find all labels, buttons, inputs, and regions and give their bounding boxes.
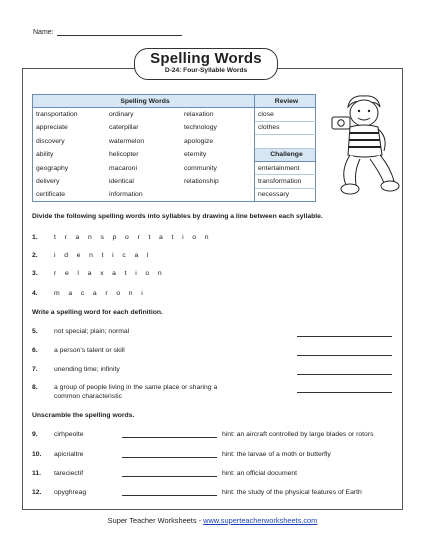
word-cell: caterpillar xyxy=(109,124,139,132)
review-word: clothes xyxy=(255,121,316,134)
word-cell: ordinary xyxy=(109,111,134,119)
scrambled-word: opyghreag xyxy=(54,489,87,496)
footer-text: Super Teacher Worksheets - xyxy=(107,516,204,525)
scrambled-word: tareciectif xyxy=(54,470,84,477)
scrambled-word: apicrialtre xyxy=(54,451,84,458)
name-field xyxy=(33,28,182,36)
word-cell: watermelon xyxy=(109,137,145,145)
item-number: 2. xyxy=(32,252,38,259)
item-number: 7. xyxy=(32,366,38,373)
item-number: 6. xyxy=(32,347,38,354)
word-cell: delivery xyxy=(33,175,107,188)
word-cell: appreciate xyxy=(33,121,107,134)
item-number: 8. xyxy=(32,384,38,391)
definition-text: a person's talent or skill xyxy=(54,347,125,354)
review-word: close xyxy=(255,108,316,121)
answer-line[interactable] xyxy=(122,470,217,477)
word-cell: information xyxy=(106,188,181,201)
word-cell: macaroni xyxy=(109,164,137,172)
word-cell: ability xyxy=(33,148,107,161)
hint-text: hint: an official document xyxy=(222,470,298,477)
answer-line[interactable] xyxy=(297,392,392,393)
answer-line[interactable] xyxy=(297,374,392,375)
challenge-word: necessary xyxy=(255,188,316,201)
challenge-word: entertainment xyxy=(255,161,316,174)
definition-text: unending time; infinity xyxy=(54,366,120,373)
scrambled-word: cirhpeolte xyxy=(54,431,84,438)
hint-text: hint: the larvae of a moth or butterfly xyxy=(222,451,331,458)
title-box xyxy=(134,48,278,80)
item-number: 12. xyxy=(32,489,42,496)
definition-text: not special; plain; normal xyxy=(54,328,130,335)
answer-line[interactable] xyxy=(297,336,392,337)
section2-instruction: Write a spelling word for each definition. xyxy=(32,309,163,316)
item-number: 9. xyxy=(32,431,38,438)
word-cell: geography xyxy=(33,161,107,174)
syllable-word[interactable]: i d e n t i c a l xyxy=(54,252,152,259)
name-blank[interactable] xyxy=(57,28,182,36)
hint-text: hint: the study of the physical features of Earth xyxy=(222,489,362,496)
definition-text: common characteristic xyxy=(54,393,122,400)
answer-line[interactable] xyxy=(122,431,217,438)
syllable-word[interactable]: r e l a x a t i o n xyxy=(54,270,166,277)
word-cell: helicopter xyxy=(109,151,139,159)
word-cell: eternity xyxy=(181,148,255,161)
answer-line[interactable] xyxy=(122,451,217,458)
hint-text: hint: an aircraft controlled by large blades or rotors xyxy=(222,431,374,438)
word-cell: discovery xyxy=(33,135,107,148)
syllable-word[interactable]: m a c a r o n i xyxy=(54,290,147,297)
item-number: 10. xyxy=(32,451,42,458)
answer-line[interactable] xyxy=(297,355,392,356)
name-label: Name: xyxy=(33,29,54,36)
footer-link[interactable]: www.superteacherworksheets.com xyxy=(203,516,318,525)
word-cell xyxy=(181,188,255,201)
syllable-word[interactable]: t r a n s p o r t a t i o n xyxy=(54,234,212,241)
section1-instruction: Divide the following spelling words into syllables by drawing a line between each syllable. xyxy=(32,213,323,220)
word-cell: community xyxy=(181,161,255,174)
word-cell: technology xyxy=(181,121,255,134)
item-number: 1. xyxy=(32,234,38,241)
spelling-words-table xyxy=(32,94,316,202)
definition-text: a group of people living in the same place or sharing a xyxy=(54,384,218,391)
review-word xyxy=(255,135,316,148)
word-cell: apologize xyxy=(181,135,255,148)
challenge-word: transformation xyxy=(255,175,316,188)
spelling-words-header: Spelling Words xyxy=(33,95,255,108)
word-cell: transportation xyxy=(33,108,107,121)
boy-with-camera-illustration xyxy=(330,93,402,203)
word-cell: relaxation xyxy=(181,108,255,121)
item-number: 11. xyxy=(32,470,42,477)
review-header: Review xyxy=(255,95,316,108)
word-cell: relationship xyxy=(181,175,255,188)
item-number: 5. xyxy=(32,328,38,335)
item-number: 4. xyxy=(32,290,38,297)
page-subtitle: D-24: Four-Syllable Words xyxy=(164,67,248,74)
item-number: 3. xyxy=(32,270,38,277)
challenge-header: Challenge xyxy=(255,148,316,161)
page-title: Spelling Words xyxy=(150,50,262,67)
section3-instruction: Unscramble the spelling words. xyxy=(32,412,135,419)
word-cell: certificate xyxy=(33,188,107,201)
word-cell: identical xyxy=(109,178,134,186)
footer xyxy=(0,516,425,525)
answer-line[interactable] xyxy=(122,489,217,496)
